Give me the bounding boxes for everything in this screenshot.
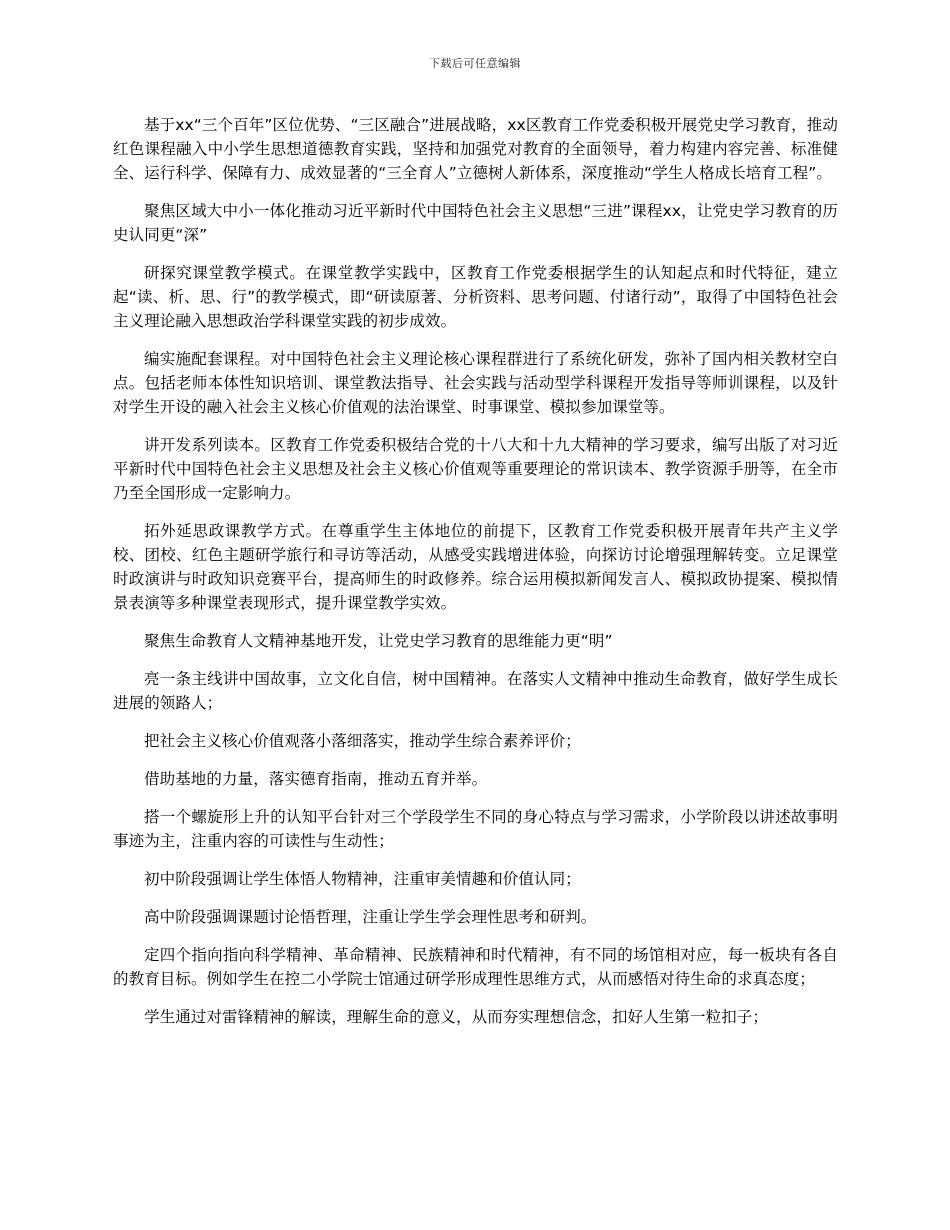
section-heading: 聚焦区域大中小一体化推动习近平新时代中国特色社会主义思想“三进”课程xx，让党史学习教育的历史认同更“深”	[113, 202, 838, 244]
paragraph: 学生通过对雷锋精神的解读，理解生命的意义，从而夯实理想信念，扣好人生第一粒扣子；	[144, 1008, 769, 1026]
section-heading: 聚焦生命教育人文精神基地开发，让党史学习教育的思维能力更“明”	[144, 632, 613, 650]
page-header: 下载后可任意编辑	[429, 57, 521, 70]
paragraph: 借助基地的力量，落实德育指南，推动五育并举。	[144, 770, 488, 788]
paragraph: 把社会主义核心价值观落小落细落实，推动学生综合素养评价；	[144, 732, 581, 750]
paragraph: 讲开发系列读本。区教育工作党委积极结合党的十八大和十九大精神的学习要求，编写出版了对习近平新时代中国特色社会主义思想及社会主义核心价值观等重要理论的常识读本、教学资源手册等，在全市乃至全国形成一定影响力。	[113, 436, 838, 502]
paragraph: 搭一个螺旋形上升的认知平台针对三个学段学生不同的身心特点与学习需求，小学阶段以讲述故事明事迹为主，注重内容的可读性与生动性；	[113, 808, 838, 850]
paragraph: 定四个指向指向科学精神、革命精神、民族精神和时代精神，有不同的场馆相对应，每一板块有各自的教育目标。例如学生在控二小学院士馆通过研学形成理性思维方式，从而感悟对待生命的求真态度；	[113, 946, 838, 988]
paragraph: 研探究课堂教学模式。在课堂教学实践中，区教育工作党委根据学生的认知起点和时代特征，建立起“读、析、思、行”的教学模式，即“研读原著、分析资料、思考问题、付诸行动”，取得了中国特色社会主义理论融入思想政治学科课堂实践的初步成效。	[113, 264, 838, 330]
paragraph: 拓外延思政课教学方式。在尊重学生主体地位的前提下，区教育工作党委积极开展青年共产主义学校、团校、红色主题研学旅行和寻访等活动，从感受实践增进体验，向探访讨论增强理解转变。立足课堂时政演讲与时政知识竞赛平台，提高师生的时政修养。综合运用模拟新闻发言人、模拟政协提案、模拟情景表演等多种课堂表现形式，提升课堂教学实效。	[113, 522, 838, 612]
paragraph: 编实施配套课程。对中国特色社会主义理论核心课程群进行了系统化研发，弥补了国内相关教材空白点。包括老师本体性知识培训、课堂教法指导、社会实践与活动型学科课程开发指导等师训课程，以及针对学生开设的融入社会主义核心价值观的法治课堂、时事课堂、模拟参加课堂等。	[113, 350, 838, 416]
document-body	[113, 113, 838, 1043]
paragraph: 初中阶段强调让学生体悟人物精神，注重审美情趣和价值认同；	[144, 870, 581, 888]
paragraph: 基于xx“三个百年”区位优势、“三区融合”进展战略，xx区教育工作党委积极开展党史学习教育，推动红色课程融入中小学生思想道德教育实践，坚持和加强党对教育的全面领导，着力构建内容完善、标准健全、运行科学、保障有力、成效显著的“三全育人”立德树人新体系，深度推动“学生人格成长培育工程”。	[113, 116, 838, 182]
paragraph: 高中阶段强调课题讨论悟哲理，注重让学生学会理性思考和研判。	[144, 908, 597, 926]
paragraph: 亮一条主线讲中国故事，立文化自信，树中国精神。在落实人文精神中推动生命教育，做好学生成长进展的领路人；	[113, 670, 838, 712]
